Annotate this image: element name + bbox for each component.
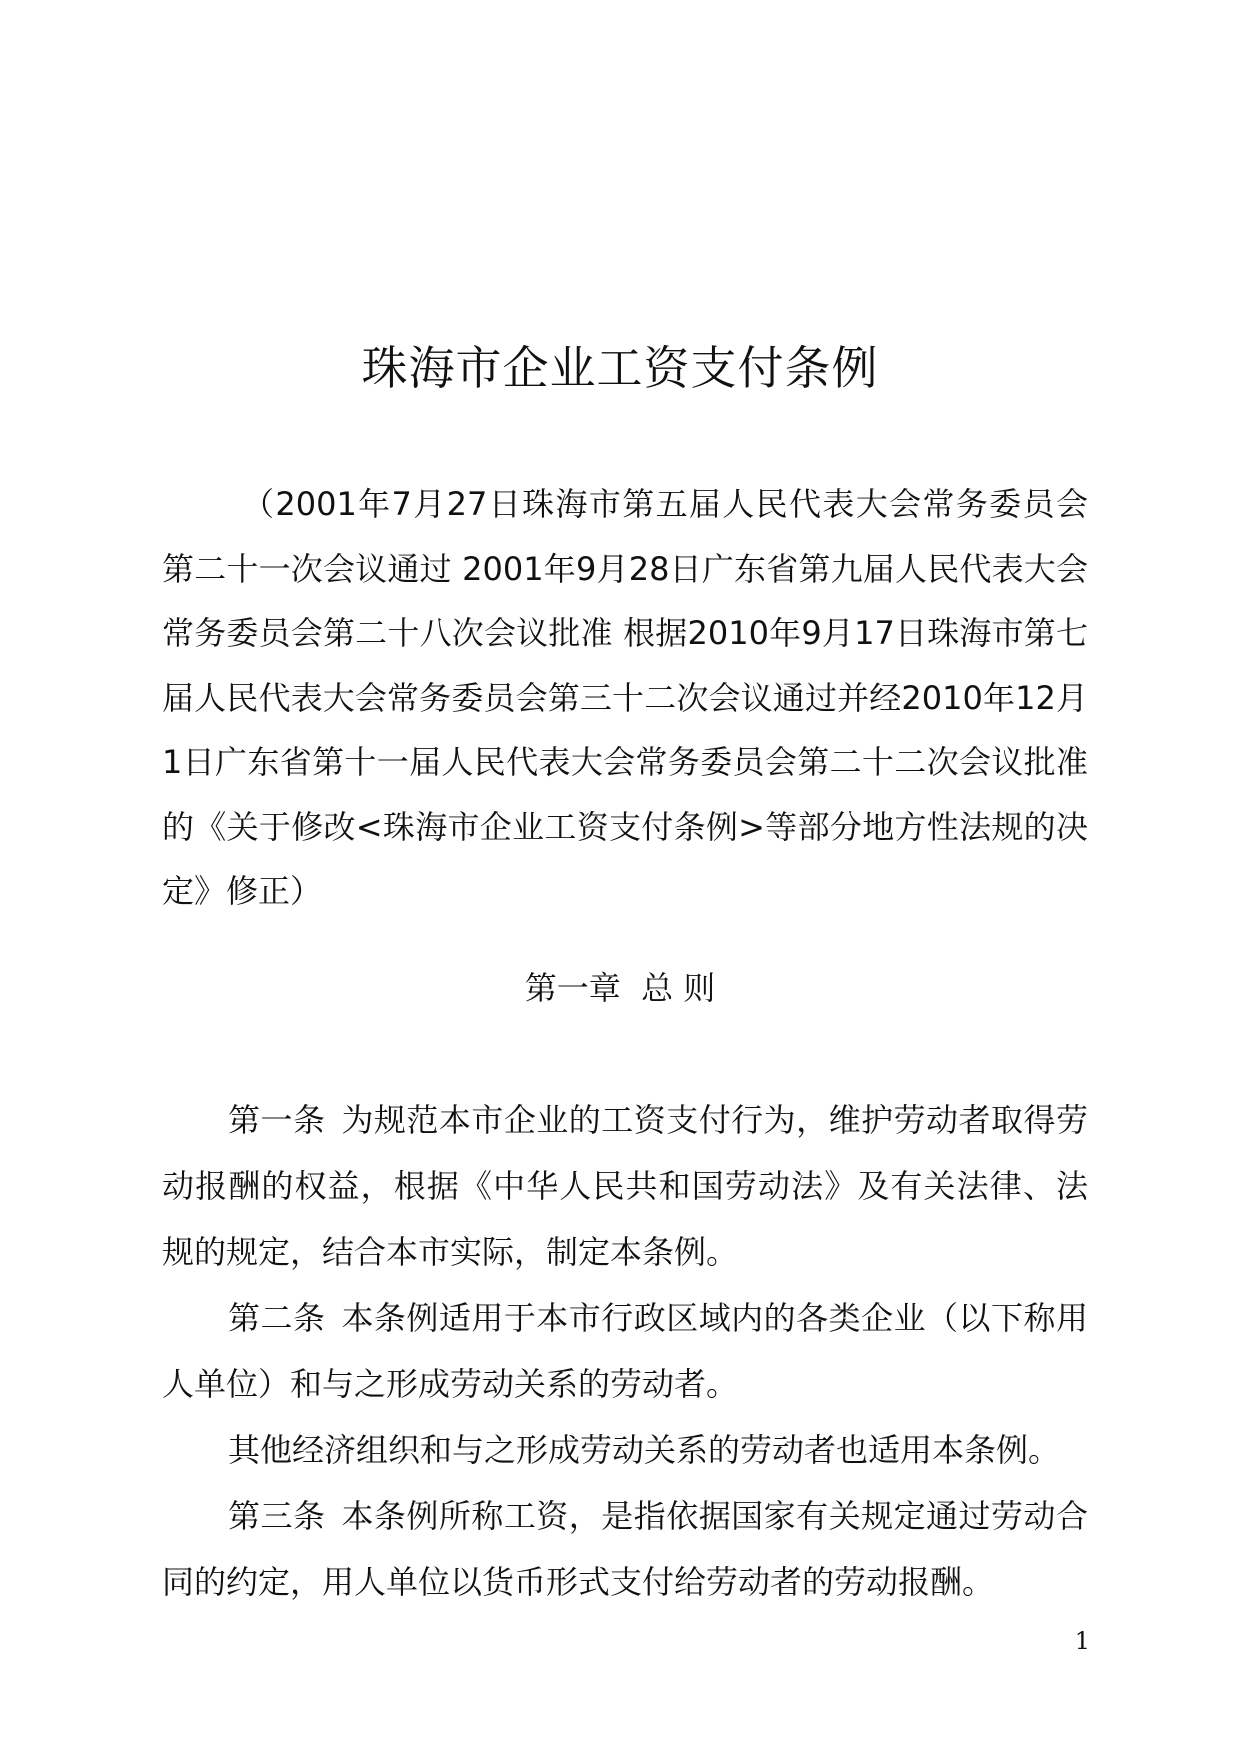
article-label: 第二条 [228,1299,326,1337]
article-label: 第三条 [228,1497,326,1535]
article-2-paragraph-2 [162,1417,1088,1483]
chapter-heading: 第一章 总 则 [524,969,716,1007]
articles-section [162,1087,1088,1615]
article-label: 第一条 [228,1101,326,1139]
article-text: 本条例适用于本市行政区域内的各类企业（以下称用人单位）和与之形成劳动关系的劳动者。 [162,1299,1088,1403]
document-title: 珠海市企业工资支付条例 [361,341,879,395]
page-number: 1 [1074,1627,1090,1655]
article-3 [162,1483,1088,1615]
article-2 [162,1285,1088,1417]
article-text: 为规范本市企业的工资支付行为，维护劳动者取得劳动报酬的权益，根据《中华人民共和国劳动法》及有关法律、法规的规定，结合本市实际，制定本条例。 [162,1101,1088,1271]
article-text: 本条例所称工资，是指依据国家有关规定通过劳动合同的约定，用人单位以货币形式支付给劳动者的劳动报酬。 [162,1497,1088,1601]
article-text: 其他经济组织和与之形成劳动关系的劳动者也适用本条例。 [228,1431,1061,1469]
enactment-note: （2001年7月27日珠海市第五届人民代表大会常务委员会第二十一次会议通过 2001年9月28日广东省第九届人民代表大会常务委员会第二十八次会议批准 根据2010年9月17日珠海市第七届人民代表大会常务委员会第三十二次会议通过并经2010年12月1日广东省第十一届人民代表大会常务委员会第二十二次会议批准的《关于修改<珠海市企业工资支付条例>等部分地方性法规的决定》修正） [162,485,1088,910]
article-1 [162,1087,1088,1285]
